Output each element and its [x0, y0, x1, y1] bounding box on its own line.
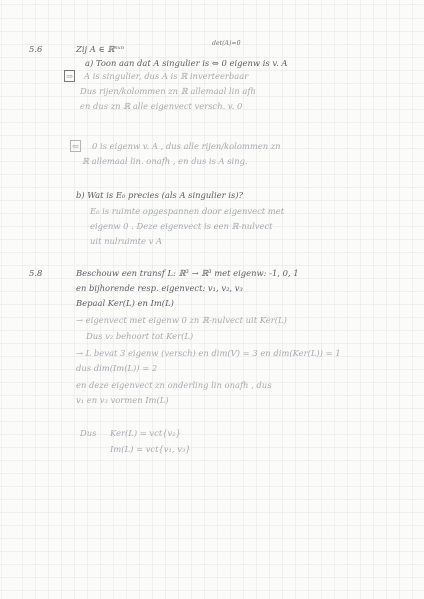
part-a-question: a) Toon aan dat A singulier is ⇔ 0 eigenw is v. A — [85, 58, 288, 68]
problem-58-line-4: → eigenvect met eigenw 0 zn ℝ-nulvect uit Ker(L) — [76, 315, 287, 325]
answer-a-right-line-2: Dus rijen/kolommen zn ℝ allemaal lin afh — [80, 86, 256, 96]
answer-b-line-1: E₀ is ruimte opgespannen door eigenvect met — [90, 206, 285, 216]
problem-statement: Zij A ∈ ℝⁿˣⁿ — [76, 44, 125, 54]
problem-58-line-1: Beschouw een transf L: ℝ³ → ℝ³ met eigenw: -1, 0, 1 — [76, 268, 299, 278]
problem-58-line-7: dus dim(Im(L)) = 2 — [76, 363, 158, 373]
problem-58-line-6: → L bevat 3 eigenw (versch) en dim(V) = 3 en dim(Ker(L)) = 1 — [76, 348, 341, 358]
part-b-question: b) Wat is E₀ precies (als A singulier is)? — [76, 190, 244, 200]
problem-58-line-9: v₁ en v₃ vormen Im(L) — [76, 395, 169, 405]
kernel-label: Dus — [80, 428, 97, 438]
problem-number-5-6: 5.6 — [29, 44, 43, 54]
problem-58-line-5: Dus v₂ behoort tot Ker(L) — [86, 331, 194, 341]
implication-left-box — [70, 141, 81, 152]
det-note: det(A)=0 — [212, 40, 241, 47]
problem-number-5-8: 5.8 — [29, 268, 43, 278]
kernel-result: Ker(L) = vct{v₂} — [110, 428, 181, 438]
problem-58-line-8: en deze eigenvect zn onderling lin onafh , dus — [76, 380, 272, 390]
image-result: Im(L) = vct{v₁, v₃} — [110, 444, 191, 454]
implication-right-box — [64, 71, 75, 82]
problem-58-line-2: en bijhorende resp. eigenvect: v₁, v₂, v₃ — [76, 283, 243, 293]
answer-a-right-line-3: en dus zn ℝ alle eigenvect versch. v. 0 — [80, 101, 243, 111]
implication-left-symbol: ⇐ — [72, 141, 80, 151]
answer-a-left-line-1: 0 is eigenw v. A , dus alle rijen/kolommen zn — [92, 141, 281, 151]
answer-b-line-2: eigenw 0 . Deze eigenvect is een ℝ-nulvect — [90, 221, 273, 231]
problem-58-line-3: Bepaal Ker(L) en Im(L) — [76, 298, 174, 308]
answer-a-left-line-2: ℝ allemaal lin. onafh , en dus is A sing. — [82, 156, 248, 166]
answer-b-line-3: uit nulruimte v A — [90, 236, 163, 246]
answer-a-right-line-1: A is singulier, dus A is ℝ inverteerbaar — [84, 71, 249, 81]
implication-right-symbol: ⇒ — [66, 71, 74, 81]
